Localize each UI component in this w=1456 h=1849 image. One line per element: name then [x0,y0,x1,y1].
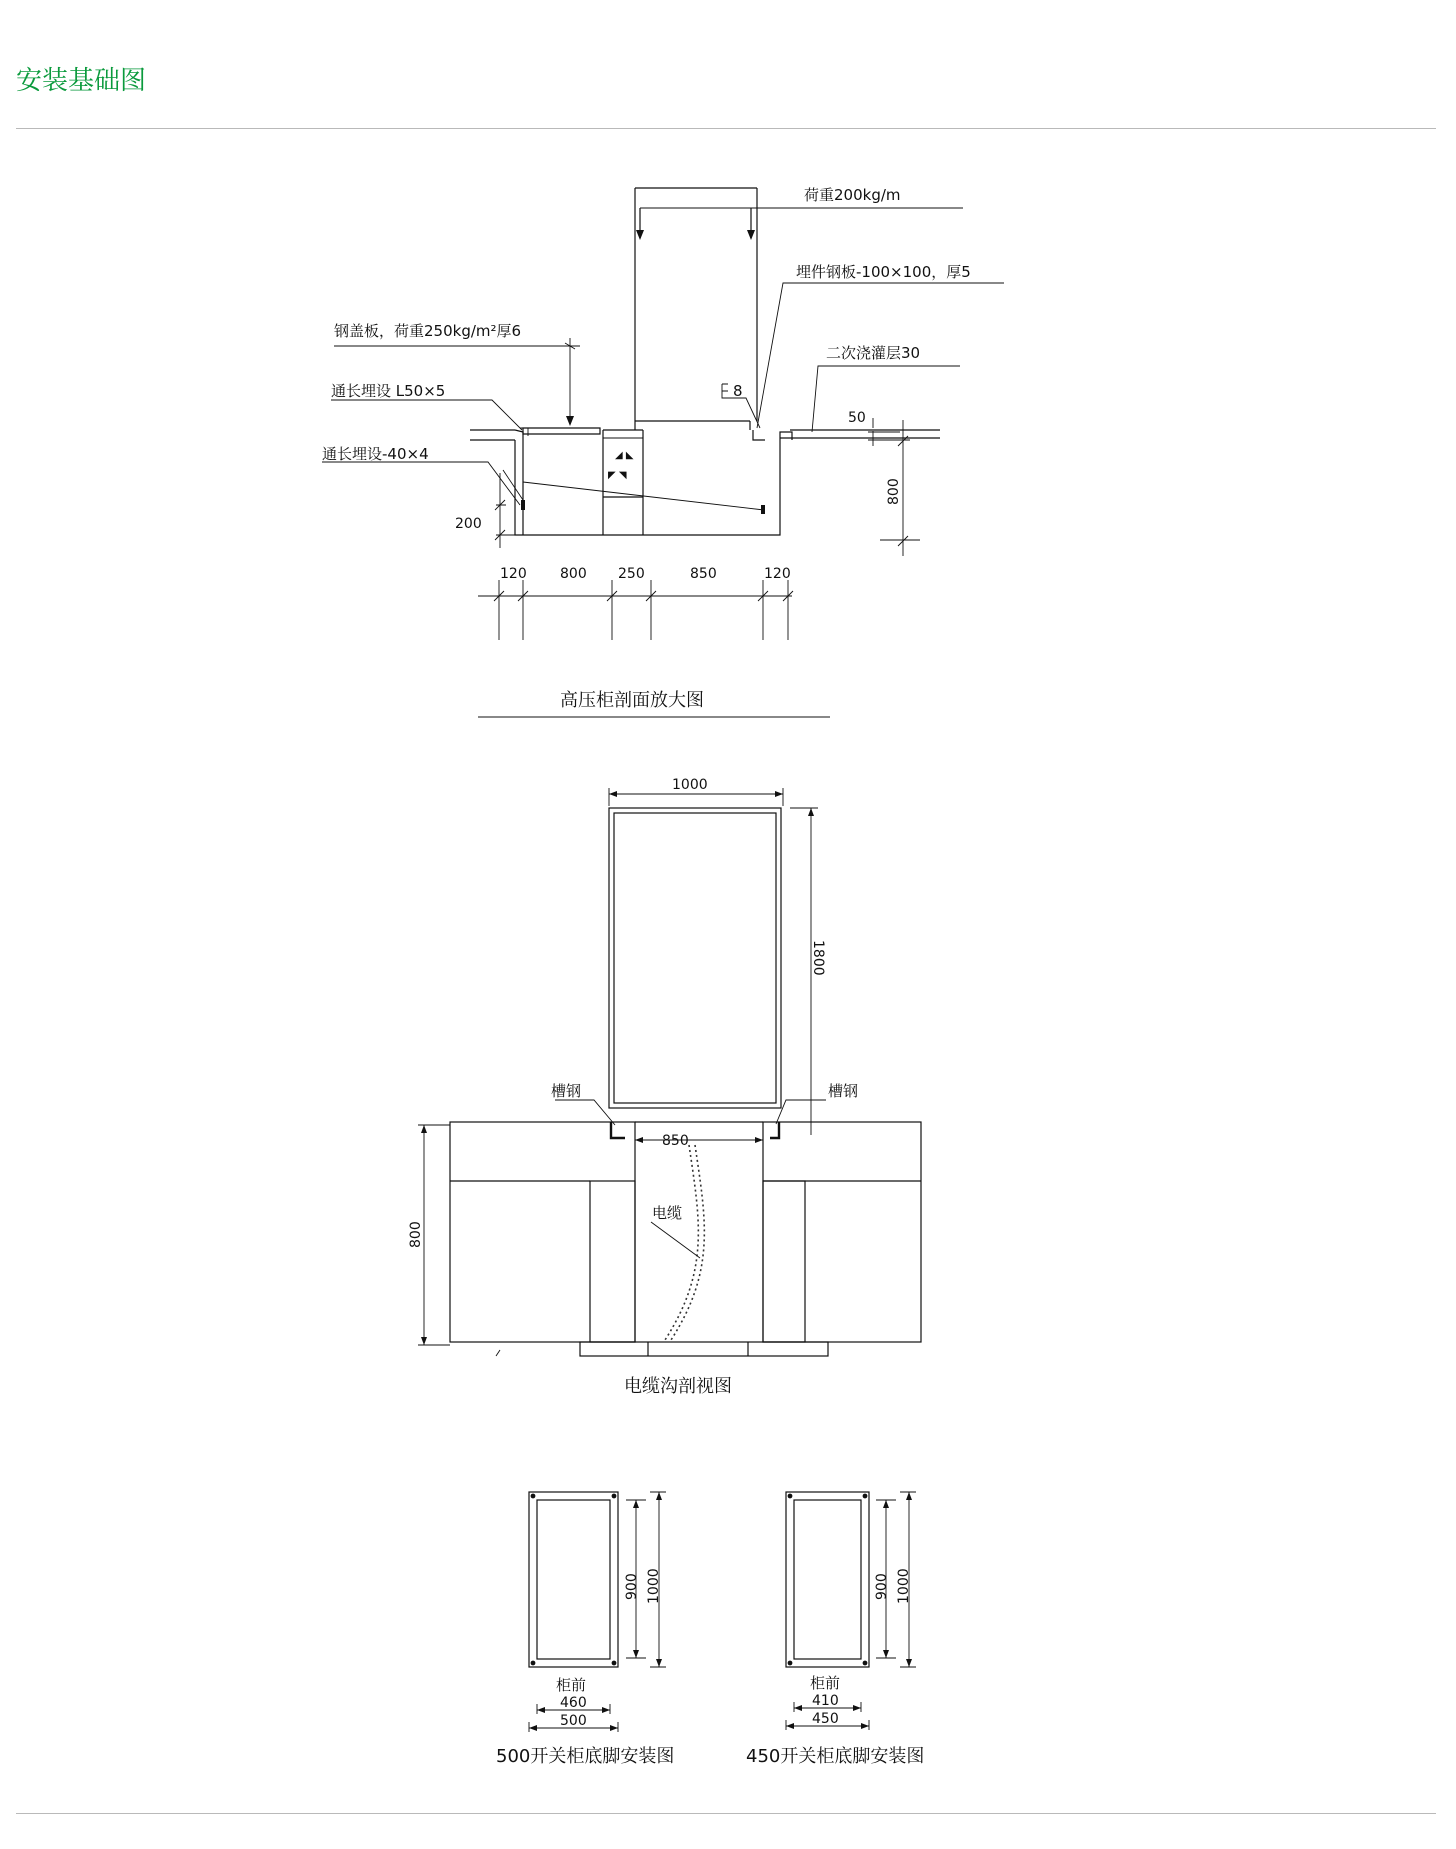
dim-500-outer-width: 500 [560,1713,587,1729]
dim-120-left: 120 [500,566,527,582]
label-500-front: 柜前 [556,1676,587,1694]
dim-800-span: 800 [560,566,587,582]
dim-trench-width: 850 [662,1133,689,1149]
cable-trench-view [408,777,921,1397]
dim-450-outer-width: 450 [812,1711,839,1727]
dim-250: 250 [618,566,645,582]
label-angle-steel: 通长埋设 L50×5 [331,382,446,400]
base-install-500 [496,1492,674,1767]
dim-800-depth: 800 [886,478,902,505]
label-channel-right: 槽钢 [828,1082,859,1100]
dim-cabinet-height: 1800 [810,940,826,976]
dim-500-inner-width: 460 [560,1695,587,1711]
label-embedded-plate: 埋件钢板-100×100，厚5 [796,263,971,281]
cabinet-section-view [322,186,1004,717]
caption-cable-trench: 电缆沟剖视图 [624,1376,732,1397]
svg-text:◢ ◣: ◢ ◣ [615,450,634,461]
label-weld-size: 8 [733,382,743,400]
caption-cabinet-section: 高压柜剖面放大图 [560,690,704,711]
dim-cabinet-width: 1000 [672,777,708,793]
dim-120-right: 120 [764,566,791,582]
label-channel-left: 槽钢 [551,1082,582,1100]
dim-50: 50 [848,410,866,426]
label-450-front: 柜前 [810,1674,841,1692]
label-secondary-grout: 二次浇灌层30 [826,344,921,362]
dim-500-inner-height: 900 [624,1573,640,1600]
dim-450-inner-width: 410 [812,1693,839,1709]
caption-500-base: 500开关柜底脚安装图 [496,1746,675,1767]
label-cable: 电缆 [652,1204,683,1222]
label-steel-cover: 钢盖板，荷重250kg/m²厚6 [334,322,522,340]
dim-850: 850 [690,566,717,582]
caption-450-base: 450开关柜底脚安装图 [746,1746,925,1767]
dim-trench-depth: 800 [408,1221,424,1248]
svg-text:◤ ◥: ◤ ◥ [608,470,627,481]
dim-200: 200 [455,516,482,532]
cable-line [665,1145,698,1340]
label-cabinet-load: 荷重200kg/m [804,186,901,204]
label-flat-steel: 通长埋设-40×4 [322,445,429,463]
dim-450-outer-height: 1000 [896,1568,912,1604]
dim-450-inner-height: 900 [874,1573,890,1600]
page-title: 安装基础图 [16,66,147,96]
base-install-450 [746,1492,924,1767]
dim-500-outer-height: 1000 [646,1568,662,1604]
